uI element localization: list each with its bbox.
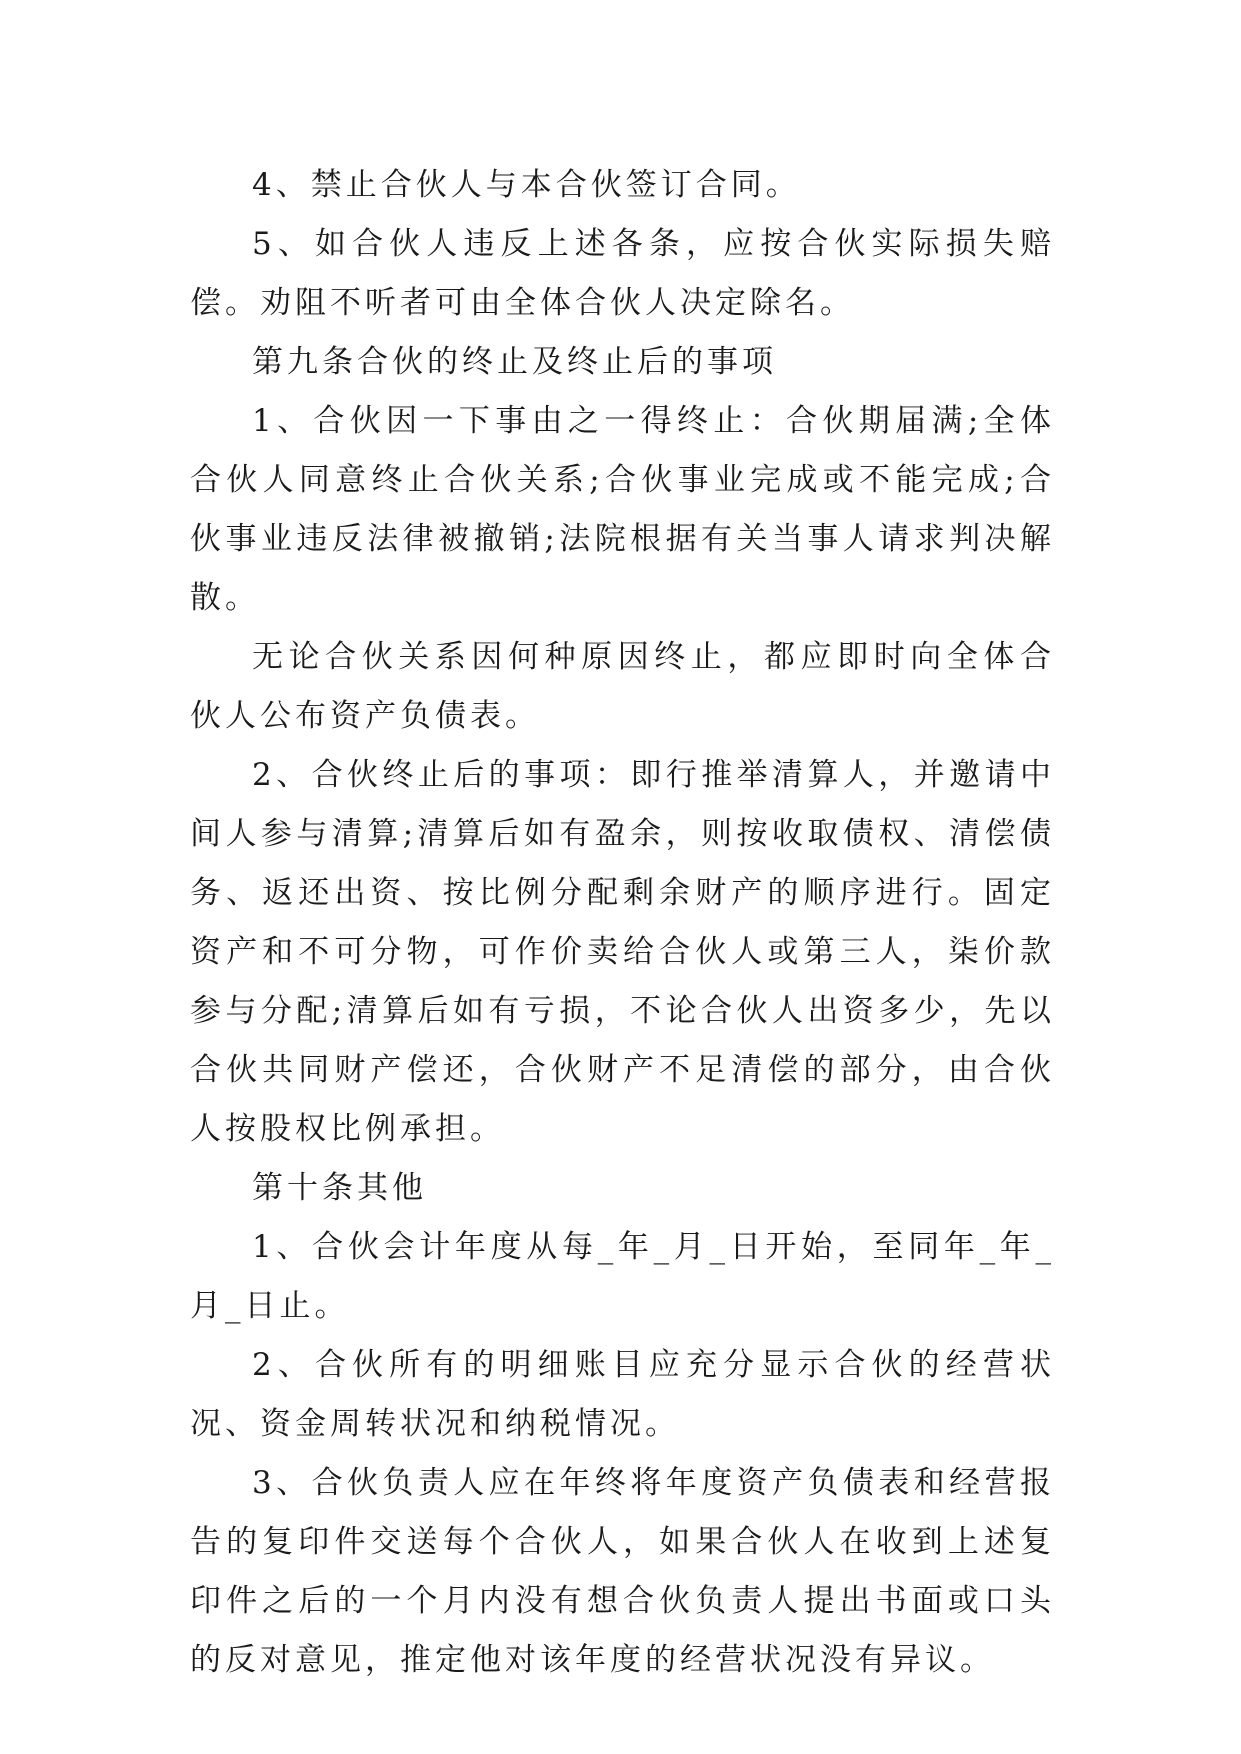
article-9-clause-1-paragraph: 1、合伙因一下事由之一得终止：合伙期届满;全体合伙人同意终止合伙关系;合伙事业完成或不能完成;合伙事业违反法律被撤销;法院根据有关当事人请求判决解散。 <box>190 403 1055 616</box>
article-10-clause-2-paragraph: 2、合伙所有的明细账目应充分显示合伙的经营状况、资金周转状况和纳税情况。 <box>190 1347 1055 1442</box>
article-9-heading: 第九条合伙的终止及终止后的事项 <box>252 344 777 380</box>
article-10-heading: 第十条其他 <box>252 1170 427 1206</box>
clause-4-paragraph: 4、禁止合伙人与本合伙签订合同。 <box>252 167 801 203</box>
article-10-clause-1-paragraph: 1、合伙会计年度从每_年_月_日开始，至同年_年_月_日止。 <box>190 1229 1055 1324</box>
clause-5-paragraph: 5、如合伙人违反上述各条，应按合伙实际损失赔偿。劝阻不听者可由全体合伙人决定除名。 <box>190 226 1055 321</box>
article-10-clause-3-paragraph: 3、合伙负责人应在年终将年度资产负债表和经营报告的复印件交送每个合伙人，如果合伙人在收到上述复印件之后的一个月内没有想合伙负责人提出书面或口头的反对意见，推定他对该年度的经营状况没有异议。 <box>190 1465 1055 1678</box>
article-9-clause-2-paragraph: 2、合伙终止后的事项：即行推举清算人，并邀请中间人参与清算;清算后如有盈余，则按收取债权、清偿债务、返还出资、按比例分配剩余财产的顺序进行。固定资产和不可分物，可作价卖给合伙人或第三人，柒价款参与分配;清算后如有亏损，不论合伙人出资多少，先以合伙共同财产偿还，合伙财产不足清偿的部分，由合伙人按股权比例承担。 <box>190 757 1055 1147</box>
article-9-note-paragraph: 无论合伙关系因何种原因终止，都应即时向全体合伙人公布资产负债表。 <box>190 639 1055 734</box>
document-page <box>190 156 1055 1690</box>
